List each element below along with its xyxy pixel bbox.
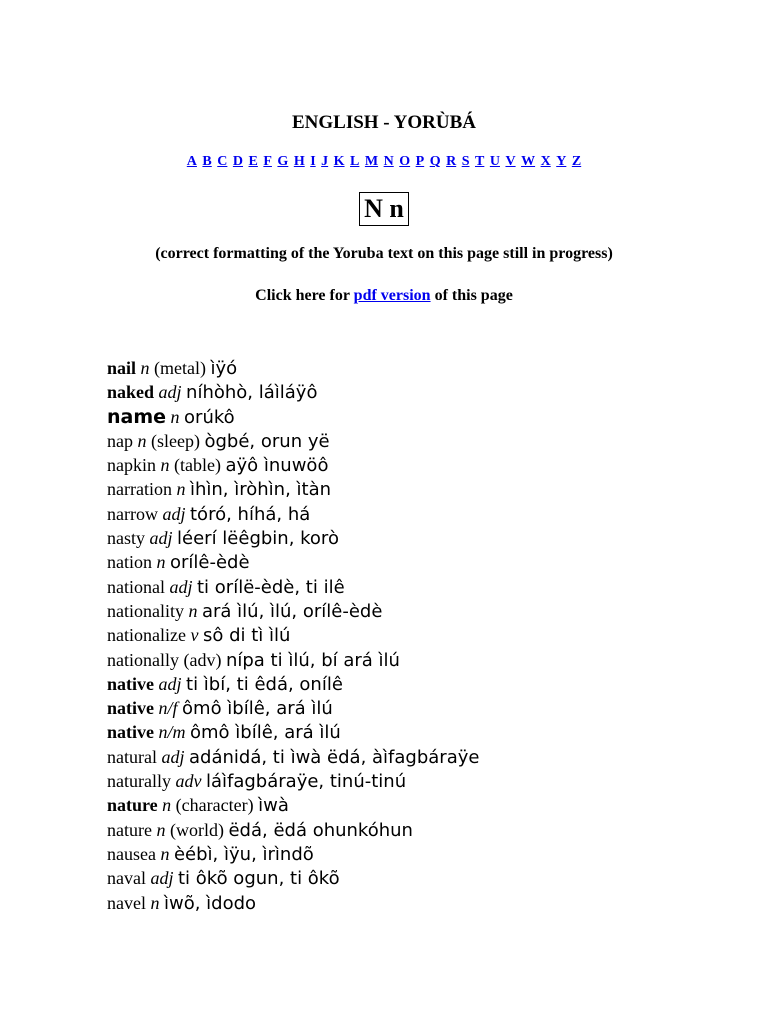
entry-yoruba-translation: aÿô ìnuwöô [225,455,329,477]
alphabet-link-g[interactable]: G [277,154,289,169]
entry-note: (world) [169,819,224,840]
entry-part-of-speech: n [170,406,180,427]
pdf-version-link[interactable]: pdf version [353,287,431,304]
entry-headword: national [107,576,165,597]
dictionary-entry [107,866,747,890]
alphabet-link-m[interactable]: M [364,154,379,169]
dictionary-entry [107,502,747,526]
entry-headword: nationality [107,600,184,621]
entry-part-of-speech: adj [158,382,182,403]
entry-yoruba-translation: èébì, ìÿu, ìrìndõ [173,843,314,865]
entry-part-of-speech: n [162,795,172,816]
entry-headword: napkin [107,455,156,476]
entry-headword: nap [107,430,133,451]
entry-headword: name [107,405,167,428]
dictionary-entry [107,696,747,720]
entry-yoruba-translation: ìwõ, ìdodo [163,892,257,914]
entry-headword: nausea [107,843,156,864]
entry-yoruba-translation: ìÿó [210,358,238,379]
dictionary-entry [107,550,747,574]
alphabet-link-z[interactable]: Z [571,154,582,169]
alphabet-link-u[interactable]: U [489,154,500,169]
alphabet-link-b[interactable]: B [202,154,212,169]
entry-yoruba-translation: ògbé, orun yë [204,430,330,452]
entry-part-of-speech: n [156,552,166,573]
entry-part-of-speech: v [190,625,199,646]
entry-headword: naked [107,382,155,403]
dictionary-entry [107,575,747,599]
entry-headword: nation [107,552,152,573]
entry-part-of-speech: n [188,600,198,621]
entry-yoruba-translation: ti ìbí, ti êdá, onílê [186,673,343,695]
dictionary-entry [107,599,747,623]
alphabet-nav [0,153,768,171]
entry-note: (character) [175,795,254,816]
alphabet-link-y[interactable]: Y [556,154,567,169]
dictionary-entry [107,453,747,477]
alphabet-link-i[interactable]: I [310,154,316,169]
alphabet-link-t[interactable]: T [475,154,485,169]
entry-part-of-speech: adj [150,868,174,889]
alphabet-link-v[interactable]: V [505,154,516,169]
entry-part-of-speech: n [150,892,160,913]
entry-headword: nasty [107,528,145,549]
entry-yoruba-translation: níhòhò, láìláÿô [186,382,318,404]
entry-yoruba-translation: ti orílë-èdè, ti ilê [197,576,345,598]
pdf-prefix: Click here for [255,287,354,304]
alphabet-link-l[interactable]: L [350,154,360,169]
entry-yoruba-translation: orílê-èdè [170,552,250,574]
entry-yoruba-translation: sô di tì ìlú [202,625,291,647]
entry-note: (metal) [154,358,206,378]
entry-part-of-speech: adj [149,528,173,549]
entry-part-of-speech: adj [161,746,185,767]
dictionary-entries [107,356,747,915]
dictionary-entry [107,623,747,647]
entry-yoruba-translation: léerí lëêgbin, korò [177,528,339,550]
entry-headword: native [107,722,154,743]
entry-yoruba-translation: ìhìn, ìròhìn, ìtàn [189,479,332,501]
current-letter-wrap [0,192,768,226]
alphabet-link-s[interactable]: S [461,154,470,169]
entry-headword: narration [107,479,172,500]
alphabet-link-x[interactable]: X [540,154,551,169]
page-title: ENGLISH - YORÙBÁ [291,112,477,133]
entry-note: (table) [174,455,221,476]
entry-yoruba-translation: orúkô [184,406,235,428]
entry-part-of-speech: n [156,819,166,840]
entry-yoruba-translation: ômô ìbílê, ará ìlú [182,698,333,720]
pdf-line [0,285,768,307]
entry-yoruba-translation: ômô ìbílê, ará ìlú [190,722,341,744]
entry-headword: native [107,698,154,719]
entry-part-of-speech: n/f [158,698,178,719]
alphabet-link-r[interactable]: R [446,154,457,169]
entry-part-of-speech: n [137,430,147,451]
alphabet-link-d[interactable]: D [232,154,244,169]
entry-yoruba-translation: ti ôkõ ogun, ti ôkõ [178,868,340,890]
entry-part-of-speech: adj [169,576,193,597]
entry-headword: natural [107,746,157,767]
entry-headword: naval [107,868,146,889]
entry-yoruba-translation: láìfagbáraÿe, tinú-tinú [205,771,407,793]
entry-headword: naturally [107,771,171,792]
entry-headword: nationally [107,649,179,670]
dictionary-entry [107,818,747,842]
entry-part-of-speech: n [140,358,150,378]
entry-yoruba-translation: ará ìlú, ìlú, orílê-èdè [201,600,383,622]
alphabet-link-e[interactable]: E [248,154,258,169]
dictionary-entry [107,380,747,404]
dictionary-entry [107,842,747,866]
entry-part-of-speech: adj [162,503,186,524]
dictionary-entry [107,672,747,696]
entry-part-of-speech: n [176,479,186,500]
entry-yoruba-translation: nípa ti ìlú, bí ará ìlú [225,649,400,671]
dictionary-entry [107,356,747,380]
entry-yoruba-translation: ìwà [258,795,289,817]
entry-part-of-speech: n [160,843,170,864]
entry-headword: nail [107,358,137,378]
entry-headword: nature [107,819,152,840]
entry-headword: native [107,673,154,694]
alphabet-link-o[interactable]: O [399,154,411,169]
dictionary-entry [107,477,747,501]
alphabet-link-k[interactable]: K [333,154,345,169]
entry-part-of-speech: adj [158,673,182,694]
entry-part-of-speech: n [160,455,170,476]
pdf-suffix: of this page [430,287,513,304]
entry-headword: navel [107,892,146,913]
alphabet-link-f[interactable]: F [263,154,272,169]
entry-headword: nature [107,795,158,816]
entry-yoruba-translation: tóró, híhá, há [190,503,311,525]
dictionary-entry [107,745,747,769]
dictionary-entry [107,429,747,453]
dictionary-entry [107,891,747,915]
entry-part-of-speech: adv [175,771,202,792]
dictionary-entry [107,720,747,744]
alphabet-link-n[interactable]: N [383,154,394,169]
entry-yoruba-translation: ëdá, ëdá ohunkóhun [228,819,413,841]
alphabet-link-h[interactable]: H [293,154,305,169]
alphabet-link-a[interactable]: A [186,154,197,169]
alphabet-link-p[interactable]: P [415,154,425,169]
alphabet-link-j[interactable]: J [321,154,329,169]
current-letter-heading: N n [359,192,409,226]
entry-part-of-speech: n/m [158,722,186,743]
entry-headword: nationalize [107,625,186,646]
dictionary-entry [107,526,747,550]
dictionary-entry [107,648,747,672]
dictionary-entry [107,405,747,429]
entry-note: (adv) [183,649,222,670]
entry-note: (sleep) [151,430,200,451]
formatting-notice: (correct formatting of the Yoruba text on this page still in progress) [155,245,613,262]
alphabet-link-c[interactable]: C [217,154,228,169]
dictionary-entry [107,793,747,817]
alphabet-link-q[interactable]: Q [429,154,441,169]
dictionary-entry [107,769,747,793]
entry-yoruba-translation: adánidá, ti ìwà ëdá, àìfagbáraÿe [189,746,480,768]
alphabet-link-w[interactable]: W [521,154,536,169]
entry-headword: narrow [107,503,158,524]
